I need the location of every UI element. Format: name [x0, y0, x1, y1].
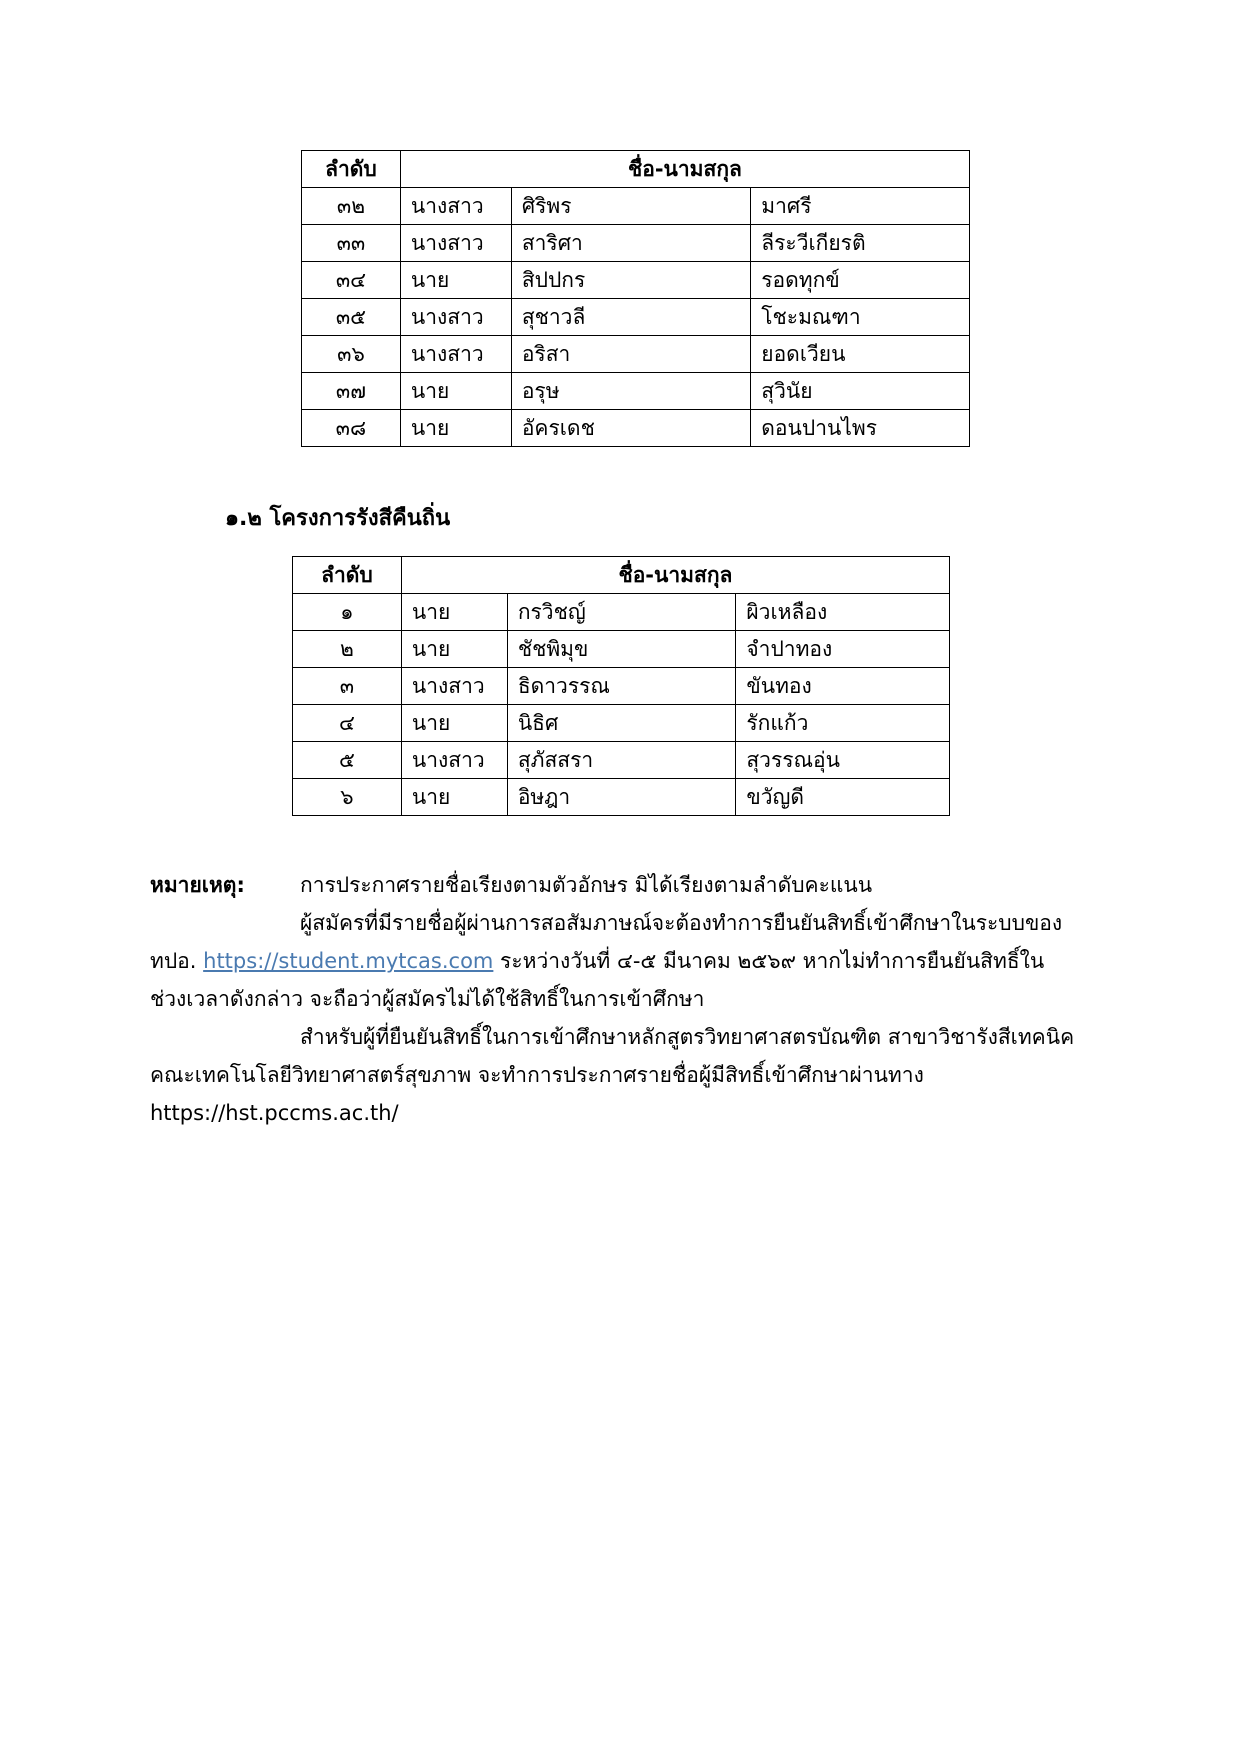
- section-heading: ๑.๒ โครงการรังสีคืนถิ่น: [225, 506, 451, 531]
- row-last-name: ยอดเวียน: [751, 336, 970, 373]
- row-first-name: อรุษ: [511, 373, 750, 410]
- hst-url-text: https://hst.pccms.ac.th/: [150, 1101, 399, 1125]
- row-last-name: ขันทอง: [736, 668, 950, 705]
- row-title: นาย: [401, 705, 507, 742]
- row-number: ๓: [293, 668, 402, 705]
- row-last-name: สุวินัย: [751, 373, 970, 410]
- row-number: ๓๘: [302, 410, 401, 447]
- row-first-name: ศิริพร: [511, 188, 750, 225]
- note-label: หมายเหตุ:: [150, 873, 245, 897]
- row-first-name: สุภัสสรา: [507, 742, 736, 779]
- row-last-name: ดอนปานไพร: [751, 410, 970, 447]
- applicant-table-1: [301, 150, 970, 447]
- table-row: [293, 668, 950, 705]
- table-row: [302, 373, 970, 410]
- row-number: ๔: [293, 705, 402, 742]
- note-text: ระหว่างวันที่ ๔-๕ มีนาคม ๒๕๖๙ หากไม่ทำการยืนยันสิทธิ์ใน: [493, 949, 1045, 973]
- note-text: การประกาศรายชื่อเรียงตามตัวอักษร มิได้เรียงตามลำดับคะแนน: [300, 873, 873, 897]
- row-number: ๒: [293, 631, 402, 668]
- note-line: ผู้สมัครที่มีรายชื่อผู้ผ่านการสอสัมภาษณ์จะต้องทำการยืนยันสิทธิ์เข้าศึกษาในระบบของ: [300, 911, 1063, 935]
- applicant-table-2: [292, 556, 950, 816]
- table-row: [293, 631, 950, 668]
- row-number: ๓๖: [302, 336, 401, 373]
- row-number: ๑: [293, 594, 402, 631]
- row-first-name: กรวิชญ์: [507, 594, 736, 631]
- row-number: ๓๒: [302, 188, 401, 225]
- row-number: ๓๓: [302, 225, 401, 262]
- header-name: ชื่อ-นามสกุล: [401, 557, 949, 594]
- row-number: ๕: [293, 742, 402, 779]
- row-last-name: มาศรี: [751, 188, 970, 225]
- row-title: นางสาว: [400, 188, 511, 225]
- table-row: [302, 336, 970, 373]
- note-line: [150, 942, 1090, 980]
- row-last-name: รักแก้ว: [736, 705, 950, 742]
- table-row: [293, 779, 950, 816]
- row-title: นาย: [401, 594, 507, 631]
- row-first-name: อัครเดช: [511, 410, 750, 447]
- note-section: [150, 866, 1090, 1132]
- header-order: ลำดับ: [293, 557, 402, 594]
- row-title: นาย: [400, 262, 511, 299]
- note-line: [150, 866, 1090, 904]
- row-last-name: จำปาทอง: [736, 631, 950, 668]
- row-last-name: ขวัญดี: [736, 779, 950, 816]
- table-row: [293, 742, 950, 779]
- note-line: ช่วงเวลาดังกล่าว จะถือว่าผู้สมัครไม่ได้ใช้สิทธิ์ในการเข้าศึกษา: [150, 987, 705, 1011]
- row-number: ๓๕: [302, 299, 401, 336]
- note-line: สำหรับผู้ที่ยืนยันสิทธิ์ในการเข้าศึกษาหลักสูตรวิทยาศาสตรบัณฑิต สาขาวิชารังสีเทคนิค: [300, 1025, 1075, 1049]
- note-line: คณะเทคโนโลยีวิทยาศาสตร์สุขภาพ จะทำการประกาศรายชื่อผู้มีสิทธิ์เข้าศึกษาผ่านทาง: [150, 1063, 924, 1087]
- row-number: ๓๗: [302, 373, 401, 410]
- row-title: นางสาว: [400, 225, 511, 262]
- mytcas-link[interactable]: https://student.mytcas.com: [203, 949, 494, 973]
- table-row: [302, 262, 970, 299]
- note-text: ทปอ.: [150, 949, 204, 973]
- row-first-name: สาริศา: [511, 225, 750, 262]
- row-first-name: ชัชพิมุข: [507, 631, 736, 668]
- row-first-name: อิษฎา: [507, 779, 736, 816]
- table-row: [293, 594, 950, 631]
- row-title: นาย: [400, 373, 511, 410]
- row-first-name: สิปปกร: [511, 262, 750, 299]
- row-first-name: ธิดาวรรณ: [507, 668, 736, 705]
- row-title: นาย: [400, 410, 511, 447]
- table-row: [293, 705, 950, 742]
- row-title: นาย: [401, 779, 507, 816]
- row-first-name: อริสา: [511, 336, 750, 373]
- row-title: นางสาว: [401, 742, 507, 779]
- row-title: นางสาว: [400, 299, 511, 336]
- table-row: [302, 299, 970, 336]
- row-first-name: นิธิศ: [507, 705, 736, 742]
- table-header-row: [293, 557, 950, 594]
- row-title: นาย: [401, 631, 507, 668]
- row-title: นางสาว: [401, 668, 507, 705]
- row-number: ๖: [293, 779, 402, 816]
- row-first-name: สุชาวลี: [511, 299, 750, 336]
- row-last-name: ลีระวีเกียรติ: [751, 225, 970, 262]
- row-title: นางสาว: [400, 336, 511, 373]
- row-last-name: รอดทุกข์: [751, 262, 970, 299]
- header-name: ชื่อ-นามสกุล: [400, 151, 969, 188]
- row-last-name: โชะมณฑา: [751, 299, 970, 336]
- table-row: [302, 188, 970, 225]
- row-last-name: ผิวเหลือง: [736, 594, 950, 631]
- table-row: [302, 410, 970, 447]
- row-last-name: สุวรรณอุ่น: [736, 742, 950, 779]
- header-order: ลำดับ: [302, 151, 401, 188]
- table-header-row: [302, 151, 970, 188]
- row-number: ๓๔: [302, 262, 401, 299]
- table-row: [302, 225, 970, 262]
